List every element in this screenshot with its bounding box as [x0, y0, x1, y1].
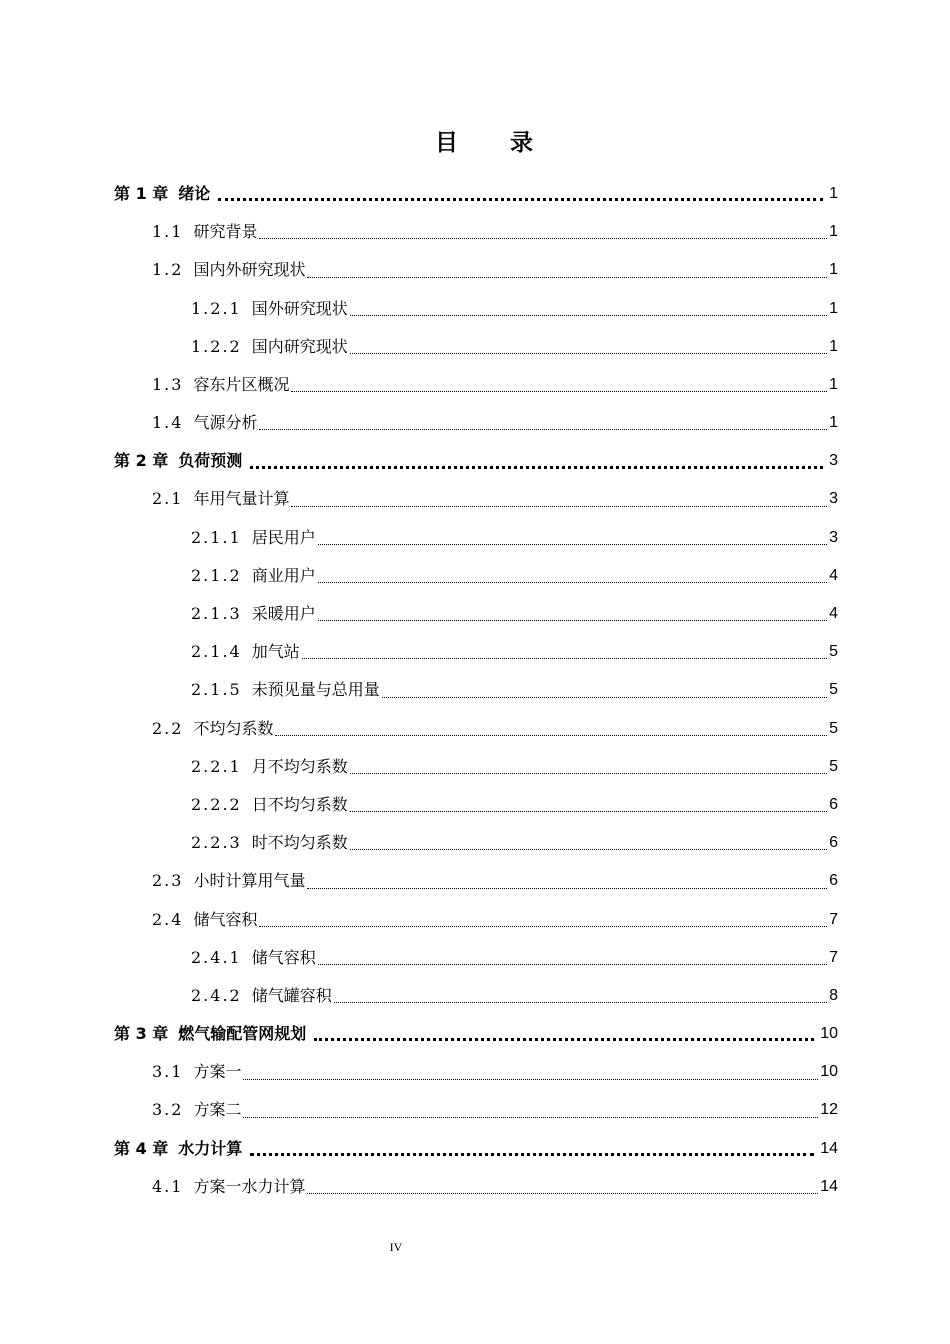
toc-dot-leader	[307, 887, 827, 889]
toc-entry-number: 2.3	[152, 871, 184, 891]
toc-entry-number: 2.1.5	[191, 680, 242, 700]
toc-entry-title: 气源分析	[193, 413, 258, 433]
toc-entry-label	[191, 671, 380, 709]
toc-dot-leader	[314, 1037, 814, 1041]
toc-dot-leader	[318, 543, 827, 545]
toc-entry[interactable]	[114, 862, 838, 900]
toc-entry-label	[152, 213, 257, 251]
toc-entry-number: 1.2.1	[191, 298, 242, 318]
toc-entry-title: 储气容积	[251, 947, 316, 967]
toc-entry-label	[152, 366, 289, 404]
toc-entry-label	[191, 786, 348, 824]
toc-entry[interactable]	[114, 404, 838, 442]
toc-entry-title: 方案一水力计算	[193, 1176, 306, 1196]
toc-entry[interactable]	[114, 328, 838, 366]
toc-dot-leader	[318, 963, 827, 965]
toc-dot-leader	[250, 465, 823, 469]
toc-entry-number: 1.4	[152, 413, 184, 433]
toc-dot-leader	[291, 390, 827, 392]
toc-dot-leader	[318, 619, 827, 621]
toc-dot-leader	[307, 1192, 818, 1194]
toc-entry-page-number: 5	[829, 643, 838, 661]
toc-entry[interactable]	[114, 633, 838, 671]
toc-entry-label	[191, 939, 316, 977]
toc-entry[interactable]	[114, 710, 838, 748]
toc-entry-page-number: 1	[829, 375, 838, 393]
toc-entry-number: 3.1	[152, 1062, 184, 1082]
toc-entry-label	[152, 710, 273, 748]
toc-entry-label	[114, 1130, 242, 1168]
toc-entry-title: 居民用户	[251, 527, 316, 547]
toc-entry[interactable]	[114, 977, 838, 1015]
toc-entry-page-number: 3	[829, 528, 838, 546]
toc-entry-page-number: 5	[829, 681, 838, 699]
toc-entry-label	[114, 1015, 306, 1053]
toc-dot-leader	[275, 734, 827, 736]
toc-dot-leader	[350, 772, 827, 774]
toc-entry-number: 1.1	[152, 222, 184, 242]
toc-entry-label	[191, 633, 300, 671]
toc-entry[interactable]	[114, 366, 838, 404]
toc-entry-number: 2.4	[152, 909, 184, 929]
toc-entry[interactable]	[114, 1015, 838, 1053]
toc-entry-page-number: 3	[829, 490, 838, 508]
toc-entry[interactable]	[114, 786, 838, 824]
toc-entry[interactable]	[114, 748, 838, 786]
toc-dot-leader	[307, 276, 827, 278]
toc-entry-page-number: 10	[820, 1063, 838, 1081]
toc-entry-page-number: 1	[829, 261, 838, 279]
toc-dot-leader	[302, 657, 827, 659]
toc-entry-label	[191, 824, 348, 862]
toc-entry-page-number: 8	[829, 986, 838, 1004]
toc-entry[interactable]	[114, 1092, 838, 1130]
toc-entry-page-number: 1	[829, 337, 838, 355]
toc-entry-label	[191, 557, 316, 595]
toc-entry-label	[191, 595, 316, 633]
toc-entry-title: 商业用户	[251, 565, 316, 585]
toc-entry-title: 月不均匀系数	[251, 756, 348, 776]
toc-entry-label	[191, 290, 348, 328]
toc-dot-leader	[318, 581, 827, 583]
toc-entry-title: 绪论	[178, 183, 211, 203]
toc-entry[interactable]	[114, 1130, 838, 1168]
toc-entry-label	[152, 251, 305, 289]
toc-entry-title: 方案一	[193, 1062, 242, 1082]
toc-entry-number: 第 1 章	[114, 183, 169, 203]
toc-dot-leader	[350, 810, 827, 812]
toc-entry[interactable]	[114, 290, 838, 328]
toc-entry-label	[152, 901, 257, 939]
toc-dot-leader	[259, 237, 827, 239]
toc-entry[interactable]	[114, 213, 838, 251]
toc-entry-page-number: 6	[829, 834, 838, 852]
toc-entry[interactable]	[114, 595, 838, 633]
toc-entry-number: 2.2.3	[191, 833, 242, 853]
toc-entry[interactable]	[114, 1053, 838, 1091]
toc-entry-title: 采暖用户	[251, 604, 316, 624]
toc-entry[interactable]	[114, 251, 838, 289]
toc-entry[interactable]	[114, 671, 838, 709]
toc-entry-title: 年用气量计算	[193, 489, 290, 509]
toc-entry-title: 国内研究现状	[251, 336, 348, 356]
toc-entry-number: 2.2.2	[191, 794, 242, 814]
toc-entry-number: 第 4 章	[114, 1138, 169, 1158]
page-title: 目 录	[434, 130, 555, 156]
toc-entry-title: 水力计算	[178, 1138, 243, 1158]
toc-entry-number: 2.4.2	[191, 985, 242, 1005]
toc-dot-leader	[243, 1116, 818, 1118]
toc-entry[interactable]	[114, 519, 838, 557]
toc-entry-title: 负荷预测	[178, 451, 243, 471]
toc-entry-label	[152, 1092, 241, 1130]
toc-entry-page-number: 1	[829, 414, 838, 432]
toc-entry-title: 储气罐容积	[251, 985, 332, 1005]
toc-entry-number: 2.1	[152, 489, 184, 509]
toc-entry[interactable]	[114, 557, 838, 595]
footer-page-number: IV	[389, 1240, 403, 1254]
toc-dot-leader	[218, 197, 823, 201]
toc-dot-leader	[243, 1078, 818, 1080]
toc-entry-page-number: 6	[829, 795, 838, 813]
toc-dot-leader	[250, 1152, 814, 1156]
toc-entry-label	[191, 328, 348, 366]
toc-entry[interactable]	[114, 481, 838, 519]
toc-entry-page-number: 1	[829, 299, 838, 317]
toc-entry-label	[152, 1053, 241, 1091]
toc-entry-label	[191, 748, 348, 786]
toc-entry[interactable]	[114, 175, 838, 213]
toc-dot-leader	[350, 352, 827, 354]
toc-dot-leader	[382, 696, 827, 698]
toc-entry-title: 日不均匀系数	[251, 794, 348, 814]
table-of-contents	[114, 175, 838, 1206]
toc-entry-page-number: 3	[829, 452, 838, 470]
toc-dot-leader	[291, 505, 827, 507]
toc-dot-leader	[259, 428, 827, 430]
toc-entry[interactable]	[114, 442, 838, 480]
toc-entry-page-number: 7	[829, 910, 838, 928]
toc-entry-page-number: 10	[820, 1025, 838, 1043]
toc-entry-title: 加气站	[251, 642, 300, 662]
toc-dot-leader	[334, 1001, 827, 1003]
toc-entry-title: 储气容积	[193, 909, 258, 929]
toc-entry-number: 1.2	[152, 260, 184, 280]
toc-dot-leader	[259, 925, 827, 927]
toc-entry-title: 研究背景	[193, 222, 258, 242]
toc-entry-title: 小时计算用气量	[193, 871, 306, 891]
toc-entry-title: 燃气输配管网规划	[178, 1024, 307, 1044]
toc-entry-number: 4.1	[152, 1176, 184, 1196]
toc-entry-label	[152, 1168, 305, 1206]
toc-entry-number: 2.2.1	[191, 756, 242, 776]
toc-entry-page-number: 1	[829, 223, 838, 241]
toc-entry-number: 2.2	[152, 718, 184, 738]
toc-entry-number: 2.4.1	[191, 947, 242, 967]
toc-entry-page-number: 4	[829, 566, 838, 584]
toc-entry[interactable]	[114, 824, 838, 862]
toc-entry-number: 2.1.4	[191, 642, 242, 662]
toc-entry-page-number: 5	[829, 757, 838, 775]
toc-entry-label	[152, 862, 305, 900]
toc-entry-page-number: 4	[829, 605, 838, 623]
toc-entry-title: 国外研究现状	[251, 298, 348, 318]
toc-entry-title: 未预见量与总用量	[251, 680, 380, 700]
toc-entry-label	[191, 519, 316, 557]
toc-entry-number: 2.1.3	[191, 604, 242, 624]
toc-entry-number: 第 2 章	[114, 451, 169, 471]
toc-entry-page-number: 14	[820, 1177, 838, 1195]
toc-entry-title: 时不均匀系数	[251, 833, 348, 853]
toc-entry[interactable]	[114, 939, 838, 977]
toc-entry[interactable]	[114, 901, 838, 939]
toc-entry-title: 不均匀系数	[193, 718, 274, 738]
toc-entry-number: 1.2.2	[191, 336, 242, 356]
toc-dot-leader	[350, 314, 827, 316]
toc-entry-number: 2.1.1	[191, 527, 242, 547]
toc-dot-leader	[350, 848, 827, 850]
toc-entry-label	[191, 977, 332, 1015]
toc-entry-number: 3.2	[152, 1100, 184, 1120]
toc-entry-label	[152, 404, 257, 442]
toc-entry[interactable]	[114, 1168, 838, 1206]
toc-entry-page-number: 7	[829, 948, 838, 966]
toc-entry-label	[114, 442, 242, 480]
toc-entry-label	[152, 481, 289, 519]
toc-entry-title: 容东片区概况	[193, 374, 290, 394]
toc-entry-number: 2.1.2	[191, 565, 242, 585]
toc-entry-page-number: 6	[829, 872, 838, 890]
toc-entry-title: 方案二	[193, 1100, 242, 1120]
toc-entry-page-number: 14	[820, 1139, 838, 1157]
toc-entry-label	[114, 175, 210, 213]
toc-entry-page-number: 12	[820, 1101, 838, 1119]
toc-entry-page-number: 1	[829, 184, 838, 202]
toc-entry-number: 1.3	[152, 374, 184, 394]
toc-entry-title: 国内外研究现状	[193, 260, 306, 280]
toc-entry-page-number: 5	[829, 719, 838, 737]
toc-entry-number: 第 3 章	[114, 1024, 169, 1044]
